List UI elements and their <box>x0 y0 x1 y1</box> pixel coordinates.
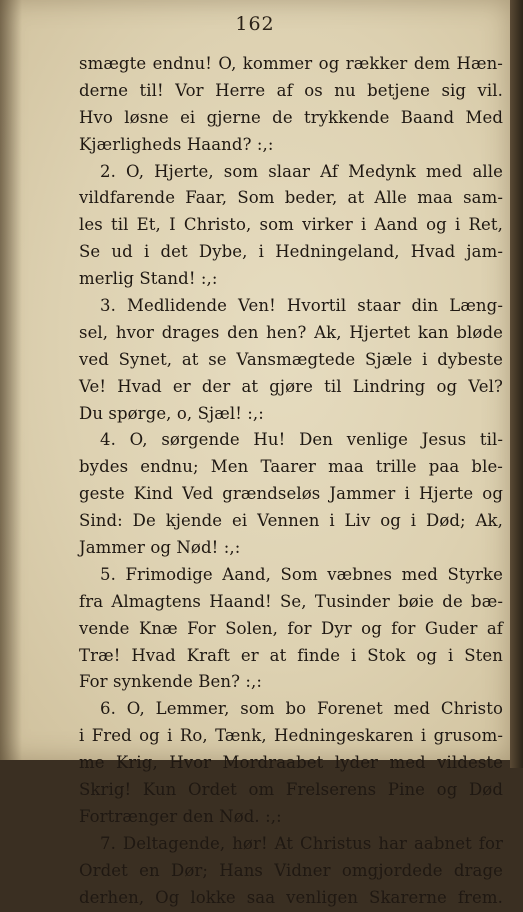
text-line: Se ud i det Dybe, i Hedningeland, Hvad jam- <box>79 242 503 262</box>
text-line: sel, hvor drages den hen? Ak, Hjertet kan bløde <box>79 322 503 342</box>
text-line: me Krig, Hvor Mordraabet lyder med vildeste <box>79 753 503 773</box>
text-line: ved Synet, at se Vansmægtede Sjæle i dybeste <box>79 349 503 369</box>
text-line: 2. O, Hjerte, som slaar Af Medynk med alle <box>100 161 503 181</box>
text-line: les til Et, I Christo, som virker i Aand og i Ret, <box>79 215 503 235</box>
text-line: 5. Frimodige Aand, Som væbnes med Styrke <box>100 564 503 584</box>
text-line: 7. Deltagende, hør! At Christus har aabnet for <box>100 833 503 853</box>
text-line: derne til! Vor Herre af os nu betjene sig vil. <box>79 80 503 100</box>
text-line: Du spørge, o, Sjæl! :,: <box>79 403 264 423</box>
text-line: 4. O, sørgende Hu! Den venlige Jesus til- <box>100 430 503 450</box>
text-line: bydes endnu; Men Taarer maa trille paa ble- <box>79 457 503 477</box>
text-line: Hvo løsne ei gjerne de trykkende Baand Med <box>79 107 503 127</box>
text-line: vildfarende Faar, Som beder, at Alle maa sam- <box>79 188 503 208</box>
text-line: i Fred og i Ro, Tænk, Hedningeskaren i grusom- <box>79 726 503 746</box>
text-line: 3. Medlidende Ven! Hvortil staar din Læng- <box>100 296 503 316</box>
text-line: For synkende Ben? :,: <box>79 672 263 692</box>
page-edge <box>510 0 523 768</box>
page-number: 162 <box>235 13 275 35</box>
text-line: Træ! Hvad Kraft er at finde i Stok og i Sten <box>79 645 503 665</box>
text-line: smægte endnu! O, kommer og rækker dem Hæn- <box>79 54 503 73</box>
text-line: Sind: De kjende ei Vennen i Liv og i Død; Ak, <box>79 511 503 531</box>
text-line: Fortrænger den Nød. :,: <box>79 806 282 826</box>
text-line: Ordet en Dør; Hans Vidner omgjordede drage <box>79 860 503 880</box>
text-line: Ve! Hvad er der at gjøre til Lindring og Vel? <box>79 376 503 396</box>
text-line: merlig Stand! :,: <box>79 269 218 289</box>
text-line: derhen, Og lokke saa venligen Skarerne frem. <box>79 887 503 907</box>
text-line: 6. O, Lemmer, som bo Forenet med Christo <box>100 699 503 719</box>
text-line: vende Knæ For Solen, for Dyr og for Guder af <box>79 618 503 638</box>
text-line: Jammer og Nød! :,: <box>79 538 241 558</box>
text-line: fra Almagtens Haand! Se, Tusinder bøie de bæ- <box>79 591 503 611</box>
text-line: Skrig! Kun Ordet om Frelserens Pine og Død <box>79 780 503 800</box>
gutter-shadow <box>0 0 22 760</box>
text-line: Kjærligheds Haand? :,: <box>79 134 274 154</box>
text-line: geste Kind Ved grændseløs Jammer i Hjerte og <box>79 484 503 504</box>
hymn-text <box>79 51 503 912</box>
